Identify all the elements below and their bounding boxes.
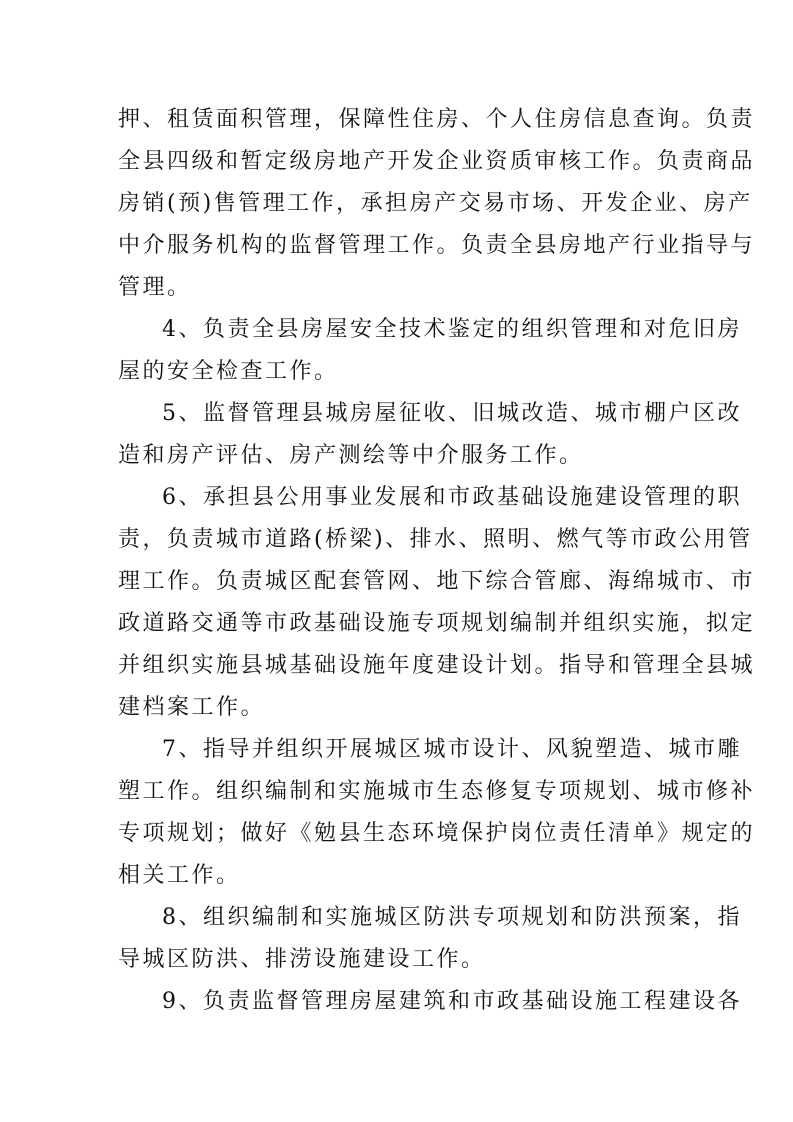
text-line: 政道路交通等市政基础设施专项规划编制并组织实施，拟定 — [118, 611, 756, 636]
paragraph-start-8: 8、组织编制和实施城区防洪专项规划和防洪预案，指 — [162, 905, 742, 930]
text-line: 屋的安全检查工作。 — [118, 359, 339, 384]
text-line: 专项规划；做好《勉县生态环境保护岗位责任清单》规定的 — [118, 821, 756, 846]
text-line: 造和房产评估、房产测绘等中介服务工作。 — [118, 443, 584, 468]
text-line: 全县四级和暂定级房地产开发企业资质审核工作。负责商品 — [118, 149, 756, 174]
text-line: 押、租赁面积管理，保障性住房、个人住房信息查询。负责 — [118, 107, 756, 132]
text-line: 管理。 — [118, 275, 192, 300]
paragraph-start-5: 5、监督管理县城房屋征收、旧城改造、城市棚户区改 — [162, 401, 742, 426]
text-line: 中介服务机构的监督管理工作。负责全县房地产行业指导与 — [118, 233, 756, 258]
paragraph-start-4: 4、负责全县房屋安全技术鉴定的组织管理和对危旧房 — [162, 317, 742, 342]
text-line: 房销(预)售管理工作，承担房产交易市场、开发企业、房产 — [118, 191, 753, 216]
text-line: 建档案工作。 — [118, 695, 266, 720]
text-line: 理工作。负责城区配套管网、地下综合管廊、海绵城市、市 — [118, 569, 756, 594]
text-line: 并组织实施县城基础设施年度建设计划。指导和管理全县城 — [118, 653, 756, 678]
paragraph-start-9: 9、负责监督管理房屋建筑和市政基础设施工程建设各 — [162, 989, 742, 1014]
text-line: 相关工作。 — [118, 863, 241, 888]
text-line: 导城区防洪、排涝设施建设工作。 — [118, 947, 486, 972]
text-line: 责，负责城市道路(桥梁)、排水、照明、燃气等市政公用管 — [118, 527, 753, 552]
paragraph-start-7: 7、指导并组织开展城区城市设计、风貌塑造、城市雕 — [162, 737, 742, 762]
paragraph-start-6: 6、承担县公用事业发展和市政基础设施建设管理的职 — [162, 485, 742, 510]
text-line: 塑工作。组织编制和实施城市生态修复专项规划、城市修补 — [118, 779, 756, 804]
